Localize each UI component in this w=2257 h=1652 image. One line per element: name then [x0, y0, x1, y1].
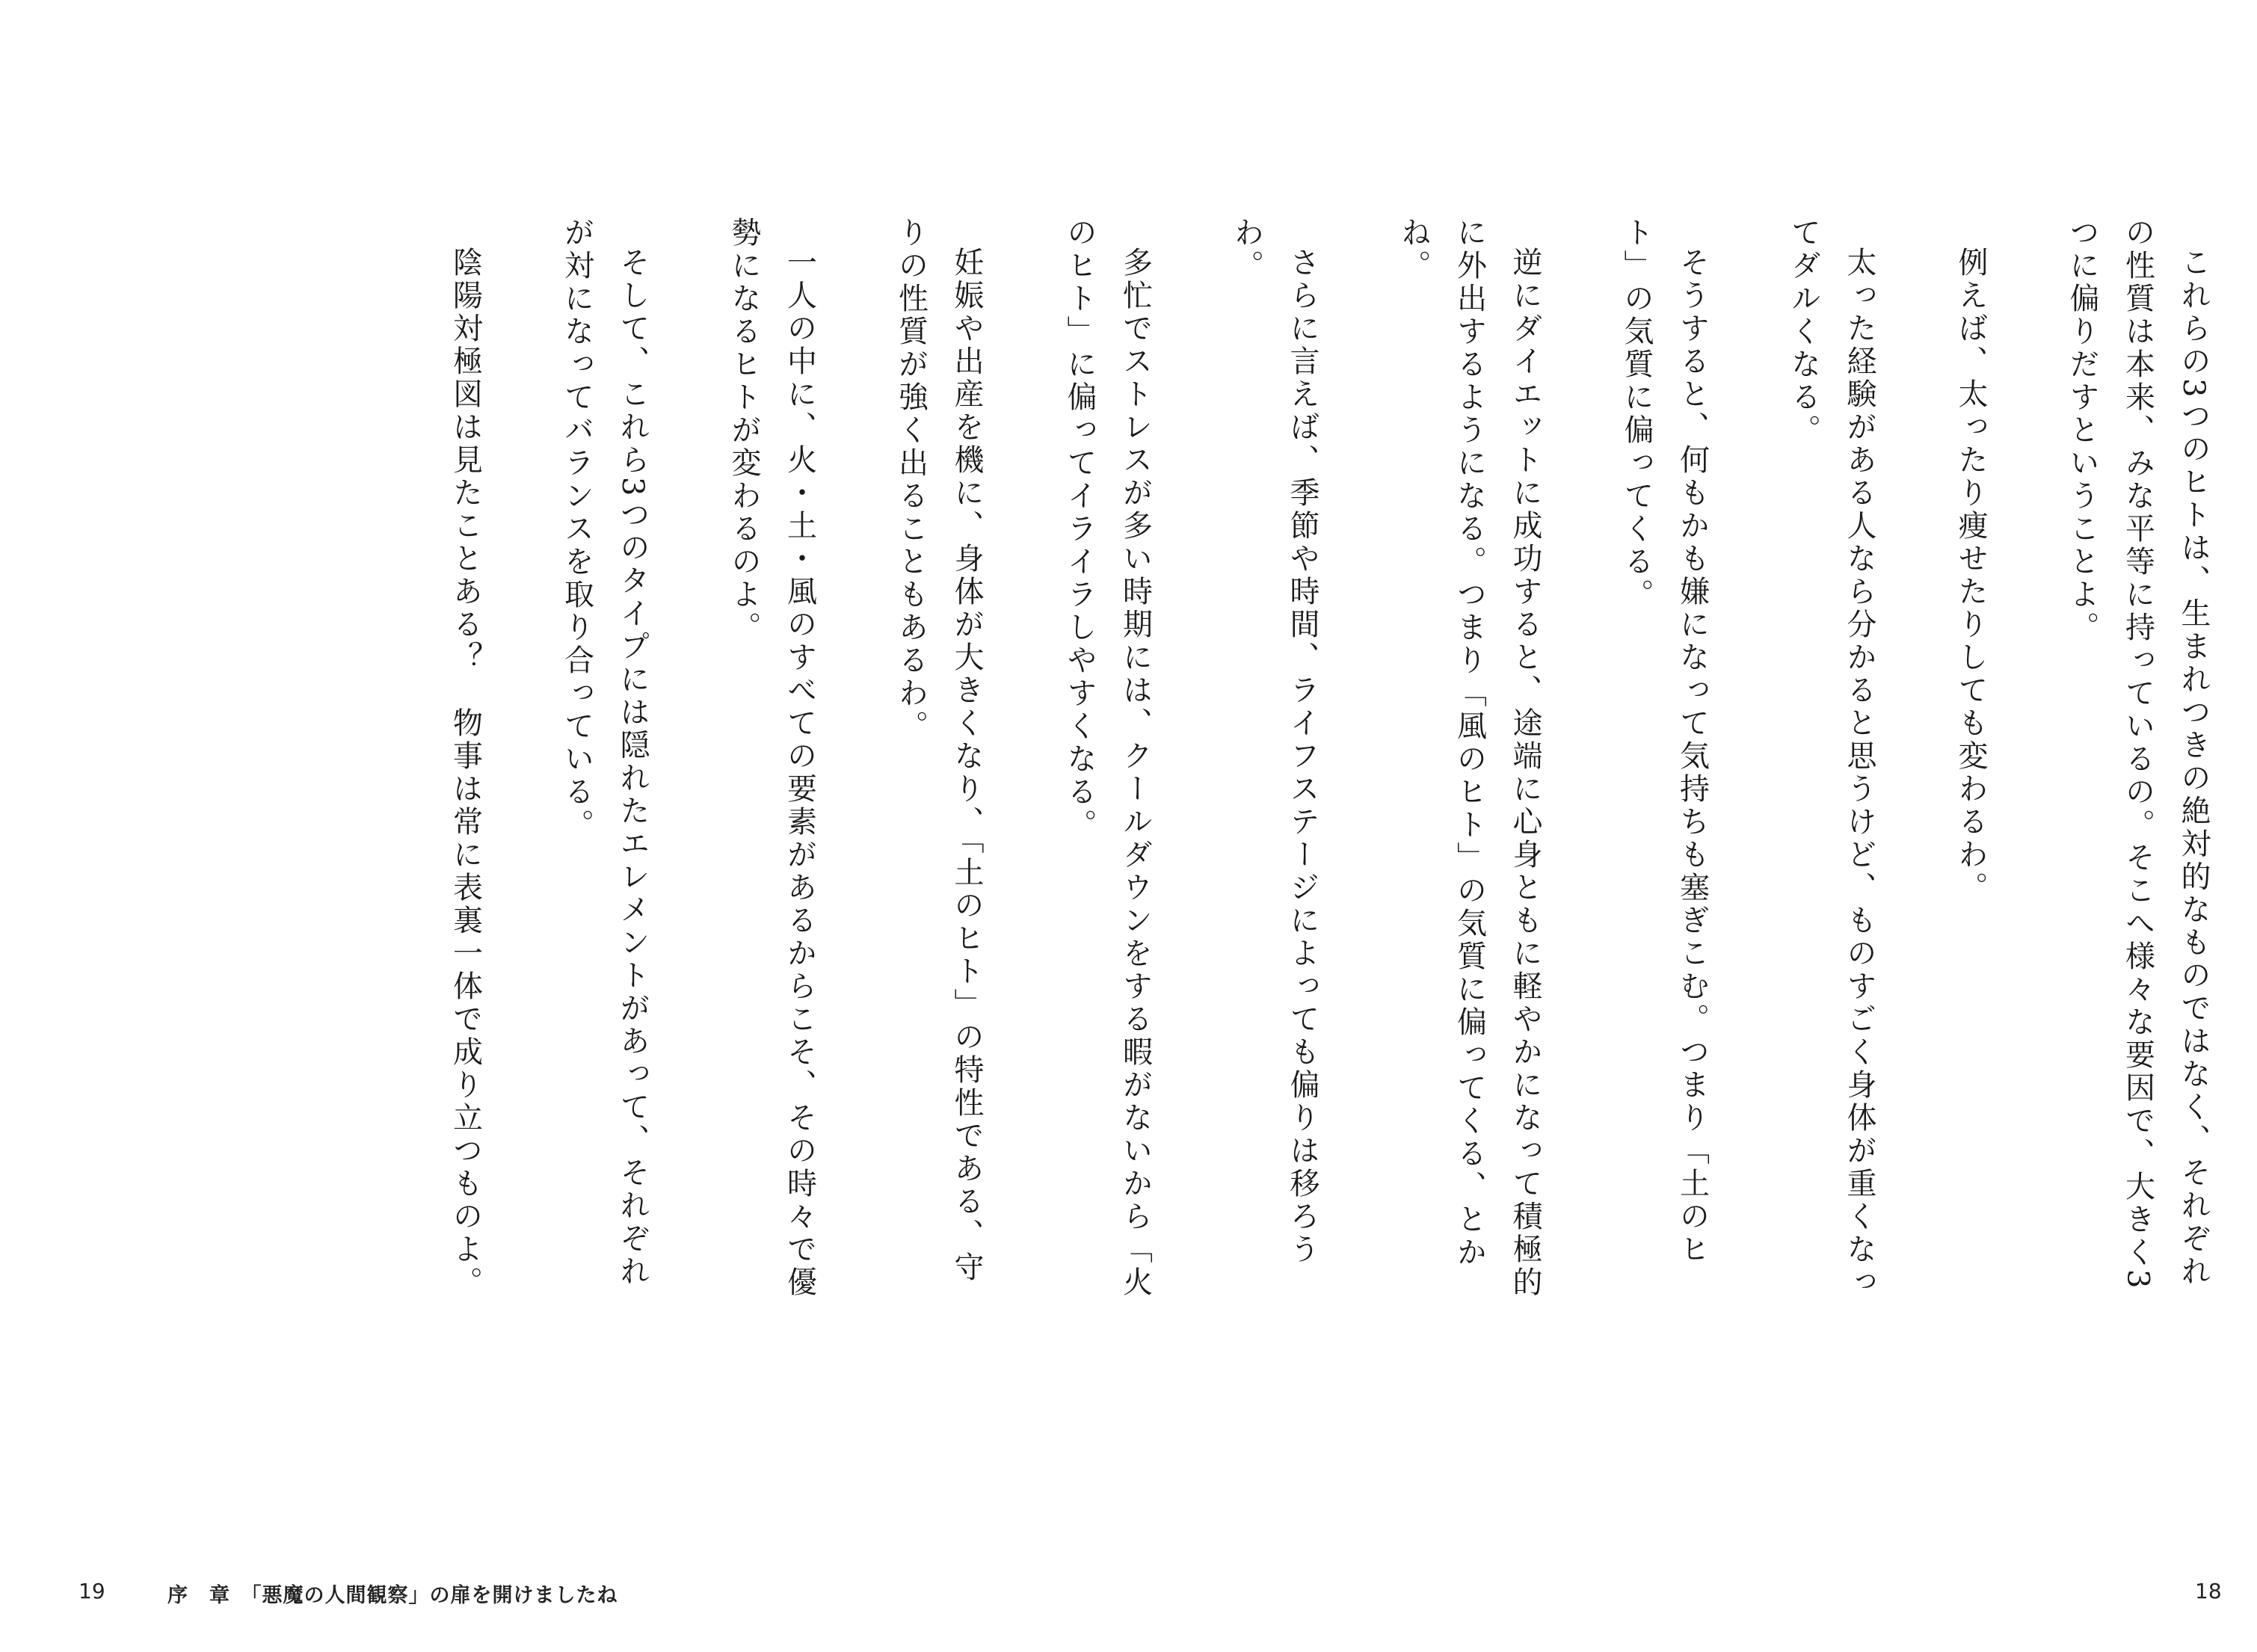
paragraph: 一人の中に、火・土・風のすべての要素があるからこそ、その時々で優勢になるヒトが変わるのよ。: [727, 217, 817, 1299]
paragraph: さらに言えば、季節や時間、ライフステージによっても偏りは移ろうわ。: [1229, 217, 1320, 1266]
paragraph: 多忙でストレスが多い時期には、クールダウンをする暇がないから「火のヒト」に偏ってイライラしやすくなる。: [1062, 217, 1153, 1299]
page-number: 19: [78, 1579, 105, 1603]
paragraph: 太った経験がある人なら分かると思うけど、ものすごく身体が重くなってダルくなる。: [1786, 217, 1876, 1299]
paragraph: そして、これら3つのタイプには隠れたエレメントがあって、それぞれが対になってバランスを取り合っている。: [559, 217, 650, 1289]
paragraph: 例えば、太ったり痩せたりしても変わるわ。: [1953, 247, 1988, 904]
left-page-body: [437, 217, 994, 1301]
right-page: [1062, 0, 2257, 1652]
right-page-body: [1052, 217, 2222, 1301]
paragraph: そうすると、何もかも嫌になって気持ちも塞ぎこむ。つまり「土のヒト」の気質に偏ってくる。: [1619, 217, 1710, 1266]
paragraph: 妊娠や出産を機に、身体が大きくなり、「土のヒト」の特性である、守りの性質が強く出ることもあるわ。: [893, 217, 984, 1284]
paragraph: 陰陽対極図は見たことある？ 物事は常に表裏一体で成り立つものよ。: [448, 247, 483, 1299]
running-head: 序 章 「悪魔の人間観察」の扉を開けましたね: [167, 1584, 618, 1607]
paragraph: これらの3つのヒトは、生まれつきの絶対的なものではなく、それぞれの性質は本来、みな平等に持っているの。そこへ様々な要因で、大きく3つに偏りだすということよ。: [2065, 217, 2211, 1292]
paragraph: 逆にダイエットに成功すると、途端に心身ともに軽やかになって積極的に外出するようになる。つまり「風のヒト」の気質に偏ってくる、とかね。: [1397, 217, 1542, 1299]
page-number: 18: [2195, 1579, 2222, 1603]
